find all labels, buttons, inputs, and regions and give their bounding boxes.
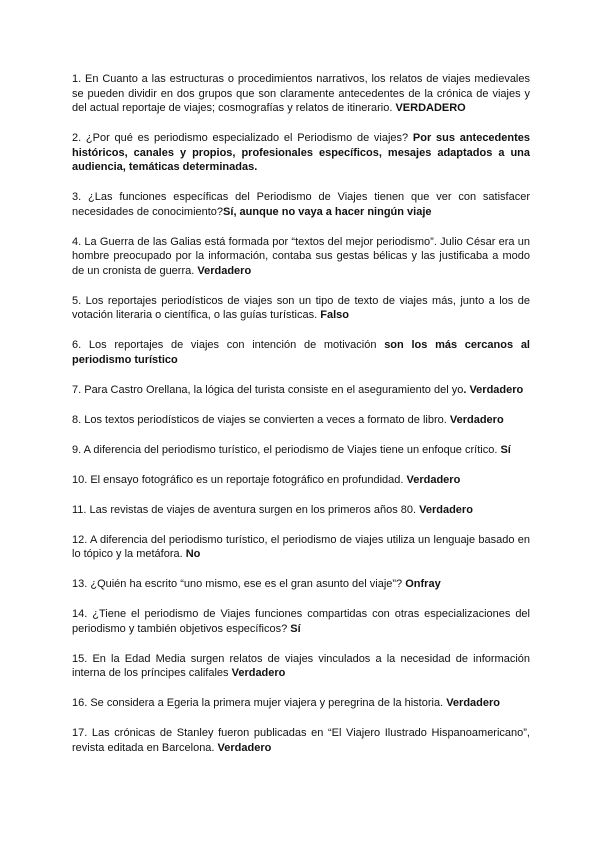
- question-text: 7. Para Castro Orellana, la lógica del turista consiste en el aseguramiento del yo: [72, 383, 464, 396]
- answer-text: Verdadero: [449, 413, 504, 426]
- answer-text: VERDADERO: [395, 102, 466, 114]
- answer-text: Verdadero: [231, 667, 286, 679]
- question-item: [72, 652, 530, 681]
- question-item: [72, 294, 530, 323]
- question-item: [72, 443, 530, 458]
- answer-text: Sí, aunque no vaya a hacer ningún viaje: [223, 205, 432, 218]
- answer-text: Falso: [320, 309, 349, 321]
- answer-text: son los más cercanos al periodismo turístico: [72, 339, 530, 366]
- question-item: [72, 235, 530, 279]
- question-item: [72, 473, 530, 488]
- question-text: 2. ¿Por qué es periodismo especializado el Periodismo de viajes?: [72, 132, 413, 144]
- question-item: [72, 503, 530, 518]
- answer-text: Sí: [290, 622, 301, 635]
- question-text: 12. A diferencia del periodismo turístico, el periodismo de viajes utiliza un lenguaje basado en lo tópico y la metáfora.: [72, 533, 530, 560]
- question-text: 9. A diferencia del periodismo turístico, el periodismo de Viajes tiene un enfoque crítico.: [72, 443, 501, 456]
- question-item: [72, 383, 530, 398]
- answer-text: Verdadero: [197, 264, 252, 277]
- question-item: [72, 413, 530, 428]
- question-text: 8. Los textos periodísticos de viajes se convierten a veces a formato de libro.: [72, 413, 450, 426]
- answer-text: Verdadero: [419, 503, 473, 516]
- question-text: 17. Las crónicas de Stanley fueron publicadas en “El Viajero Ilustrado Hispanoamericano”, revista editada en Barcelona.: [72, 727, 530, 754]
- question-text: 3. ¿Las funciones específicas del Periodismo de Viajes tienen que ver con satisfacer necesidades de conocimiento?: [72, 191, 530, 218]
- question-item: [72, 696, 530, 711]
- question-text: 4. La Guerra de las Galias está formada por “textos del mejor periodismo”. Julio César era un hombre preocupado por la información, contaba sus gestas bélicas y las justificaba a modo de un cronista de guerra.: [72, 235, 530, 277]
- question-text: 14. ¿Tiene el periodismo de Viajes funciones compartidas con otras especializaciones del periodismo y también objetivos específicos?: [72, 608, 530, 635]
- question-text: 5. Los reportajes periodísticos de viajes son un tipo de texto de viajes más, junto a los de votación literaria o científica, o las guías turísticas.: [72, 294, 530, 321]
- answer-text: Sí: [500, 443, 511, 456]
- question-text: 16. Se considera a Egeria la primera mujer viajera y peregrina de la historia.: [72, 697, 447, 709]
- question-item: [72, 726, 530, 755]
- question-text: 15. En la Edad Media surgen relatos de viajes vinculados a la necesidad de información interna de los príncipes califales: [72, 652, 530, 679]
- answer-text: Onfray: [405, 578, 441, 590]
- question-item: [72, 190, 530, 219]
- question-item: [72, 607, 530, 636]
- question-text: 13. ¿Quién ha escrito “uno mismo, ese es el gran asunto del viaje”?: [72, 578, 406, 590]
- question-text: 6. Los reportajes de viajes con intención de motivación: [72, 339, 385, 351]
- question-text: 1. En Cuanto a las estructuras o procedimientos narrativos, los relatos de viajes medievales se pueden dividir en dos grupos que son claramente antecedentes de la crónica de viajes y del actual reportaje de viajes; cosmografías y relatos de itinerario.: [72, 73, 530, 114]
- question-text: 11. Las revistas de viajes de aventura surgen en los primeros años 80.: [72, 503, 420, 516]
- question-item: [72, 131, 530, 175]
- answer-text: Por sus antecedentes históricos, canales y propios, profesionales específicos, mesajes adaptados a una audiencia, temáticas determinadas.: [72, 132, 531, 173]
- answer-text: No: [185, 548, 201, 560]
- question-item: [72, 577, 530, 592]
- answer-text: Verdadero: [446, 697, 501, 709]
- question-item: [72, 72, 530, 116]
- answer-text: Verdadero: [217, 741, 272, 754]
- answer-text: Verdadero: [406, 473, 461, 486]
- question-item: [72, 533, 530, 562]
- question-item: [72, 338, 530, 367]
- answer-text: . Verdadero: [463, 383, 524, 396]
- question-text: 10. El ensayo fotográfico es un reportaje fotográfico en profundidad.: [72, 473, 407, 486]
